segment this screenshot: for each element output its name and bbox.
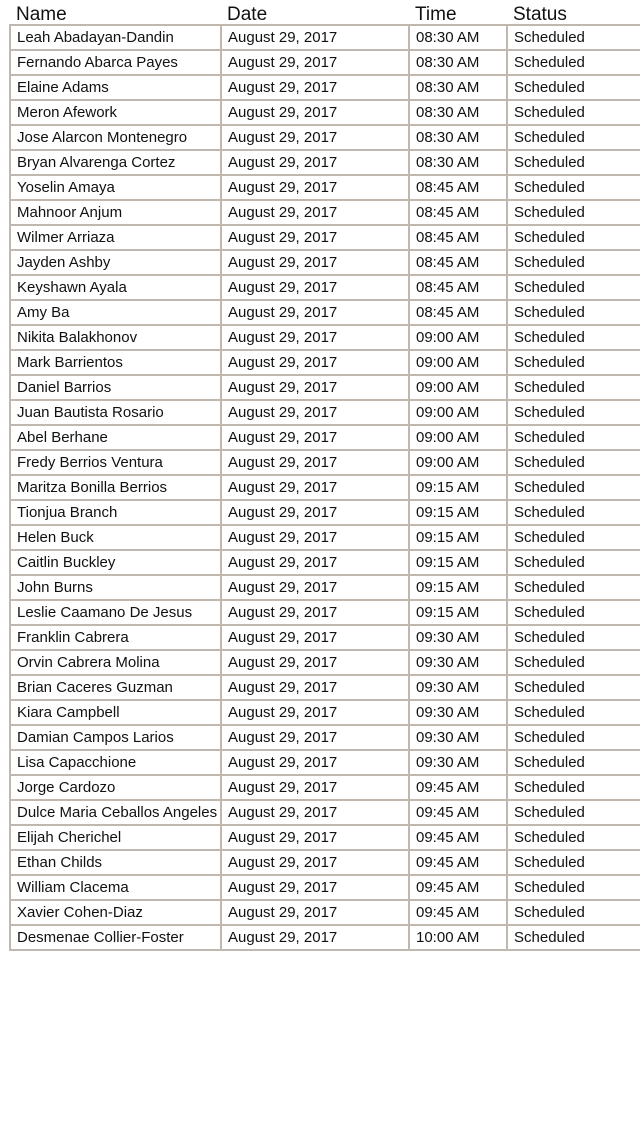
cell-status: Scheduled [507, 525, 640, 550]
cell-time: 08:30 AM [409, 150, 507, 175]
table-row[interactable] [10, 675, 640, 700]
cell-name: Bryan Alvarenga Cortez [10, 150, 221, 175]
cell-name: Daniel Barrios [10, 375, 221, 400]
cell-name: Orvin Cabrera Molina [10, 650, 221, 675]
cell-name: Dulce Maria Ceballos Angeles [10, 800, 221, 825]
cell-time: 09:15 AM [409, 525, 507, 550]
table-row[interactable] [10, 125, 640, 150]
cell-name: John Burns [10, 575, 221, 600]
table-row[interactable] [10, 875, 640, 900]
cell-time: 09:15 AM [409, 600, 507, 625]
cell-time: 08:45 AM [409, 250, 507, 275]
table-row[interactable] [10, 525, 640, 550]
cell-time: 08:45 AM [409, 175, 507, 200]
cell-date: August 29, 2017 [221, 250, 409, 275]
cell-status: Scheduled [507, 600, 640, 625]
cell-date: August 29, 2017 [221, 450, 409, 475]
cell-name: Kiara Campbell [10, 700, 221, 725]
cell-time: 09:45 AM [409, 800, 507, 825]
cell-name: Elijah Cherichel [10, 825, 221, 850]
cell-date: August 29, 2017 [221, 475, 409, 500]
table-row[interactable] [10, 225, 640, 250]
cell-time: 09:00 AM [409, 450, 507, 475]
cell-status: Scheduled [507, 575, 640, 600]
cell-time: 09:45 AM [409, 850, 507, 875]
cell-name: Leah Abadayan-Dandin [10, 25, 221, 50]
cell-status: Scheduled [507, 175, 640, 200]
cell-name: Leslie Caamano De Jesus [10, 600, 221, 625]
cell-status: Scheduled [507, 300, 640, 325]
column-header-time[interactable]: Time [415, 4, 457, 25]
cell-time: 09:00 AM [409, 425, 507, 450]
table-row[interactable] [10, 650, 640, 675]
cell-status: Scheduled [507, 475, 640, 500]
cell-name: Xavier Cohen-Diaz [10, 900, 221, 925]
cell-time: 09:15 AM [409, 575, 507, 600]
table-row[interactable] [10, 300, 640, 325]
cell-status: Scheduled [507, 275, 640, 300]
table-row[interactable] [10, 75, 640, 100]
schedule-sheet [9, 0, 640, 951]
cell-time: 08:45 AM [409, 300, 507, 325]
cell-time: 09:00 AM [409, 350, 507, 375]
cell-status: Scheduled [507, 400, 640, 425]
cell-time: 09:30 AM [409, 675, 507, 700]
table-row[interactable] [10, 850, 640, 875]
cell-date: August 29, 2017 [221, 125, 409, 150]
cell-name: Fredy Berrios Ventura [10, 450, 221, 475]
cell-date: August 29, 2017 [221, 325, 409, 350]
cell-name: Desmenae Collier-Foster [10, 925, 221, 950]
table-row[interactable] [10, 700, 640, 725]
cell-status: Scheduled [507, 200, 640, 225]
table-row[interactable] [10, 900, 640, 925]
cell-status: Scheduled [507, 100, 640, 125]
cell-status: Scheduled [507, 50, 640, 75]
cell-date: August 29, 2017 [221, 625, 409, 650]
cell-time: 08:30 AM [409, 100, 507, 125]
cell-time: 09:45 AM [409, 875, 507, 900]
cell-name: Mark Barrientos [10, 350, 221, 375]
cell-status: Scheduled [507, 500, 640, 525]
column-header-status[interactable]: Status [513, 4, 567, 25]
cell-time: 08:30 AM [409, 50, 507, 75]
cell-date: August 29, 2017 [221, 550, 409, 575]
cell-status: Scheduled [507, 800, 640, 825]
cell-name: Jose Alarcon Montenegro [10, 125, 221, 150]
table-row[interactable] [10, 350, 640, 375]
cell-date: August 29, 2017 [221, 75, 409, 100]
cell-name: Franklin Cabrera [10, 625, 221, 650]
cell-name: Helen Buck [10, 525, 221, 550]
table-body [10, 25, 640, 950]
cell-name: William Clacema [10, 875, 221, 900]
cell-status: Scheduled [507, 325, 640, 350]
table-row[interactable] [10, 625, 640, 650]
cell-time: 09:45 AM [409, 900, 507, 925]
cell-name: Fernando Abarca Payes [10, 50, 221, 75]
table-row[interactable] [10, 150, 640, 175]
table-row[interactable] [10, 775, 640, 800]
cell-status: Scheduled [507, 700, 640, 725]
table-row[interactable] [10, 425, 640, 450]
cell-date: August 29, 2017 [221, 275, 409, 300]
cell-name: Caitlin Buckley [10, 550, 221, 575]
cell-date: August 29, 2017 [221, 825, 409, 850]
schedule-table [9, 0, 640, 951]
cell-status: Scheduled [507, 650, 640, 675]
table-row[interactable] [10, 500, 640, 525]
cell-name: Lisa Capacchione [10, 750, 221, 775]
cell-date: August 29, 2017 [221, 350, 409, 375]
cell-name: Tionjua Branch [10, 500, 221, 525]
table-row[interactable] [10, 725, 640, 750]
cell-name: Brian Caceres Guzman [10, 675, 221, 700]
table-row[interactable] [10, 600, 640, 625]
cell-time: 09:15 AM [409, 500, 507, 525]
cell-status: Scheduled [507, 750, 640, 775]
cell-status: Scheduled [507, 550, 640, 575]
table-row[interactable] [10, 475, 640, 500]
cell-time: 09:00 AM [409, 375, 507, 400]
table-row[interactable] [10, 100, 640, 125]
cell-status: Scheduled [507, 225, 640, 250]
cell-time: 08:30 AM [409, 25, 507, 50]
cell-time: 08:45 AM [409, 225, 507, 250]
cell-status: Scheduled [507, 925, 640, 950]
cell-status: Scheduled [507, 775, 640, 800]
table-row[interactable] [10, 175, 640, 200]
cell-time: 08:45 AM [409, 200, 507, 225]
cell-status: Scheduled [507, 425, 640, 450]
cell-name: Nikita Balakhonov [10, 325, 221, 350]
column-header-name[interactable]: Name [16, 4, 67, 25]
cell-name: Elaine Adams [10, 75, 221, 100]
cell-date: August 29, 2017 [221, 925, 409, 950]
cell-time: 09:15 AM [409, 550, 507, 575]
header-row [10, 0, 640, 25]
table-row[interactable] [10, 375, 640, 400]
cell-status: Scheduled [507, 250, 640, 275]
cell-date: August 29, 2017 [221, 200, 409, 225]
cell-date: August 29, 2017 [221, 50, 409, 75]
cell-name: Meron Afework [10, 100, 221, 125]
cell-status: Scheduled [507, 450, 640, 475]
table-row[interactable] [10, 825, 640, 850]
cell-time: 08:45 AM [409, 275, 507, 300]
column-header-date[interactable]: Date [227, 4, 268, 25]
table-row[interactable] [10, 575, 640, 600]
cell-status: Scheduled [507, 150, 640, 175]
cell-name: Amy Ba [10, 300, 221, 325]
cell-date: August 29, 2017 [221, 175, 409, 200]
cell-name: Jorge Cardozo [10, 775, 221, 800]
cell-date: August 29, 2017 [221, 725, 409, 750]
cell-date: August 29, 2017 [221, 900, 409, 925]
cell-date: August 29, 2017 [221, 750, 409, 775]
cell-date: August 29, 2017 [221, 375, 409, 400]
cell-name: Wilmer Arriaza [10, 225, 221, 250]
cell-status: Scheduled [507, 725, 640, 750]
cell-time: 10:00 AM [409, 925, 507, 950]
cell-status: Scheduled [507, 675, 640, 700]
cell-status: Scheduled [507, 125, 640, 150]
cell-name: Ethan Childs [10, 850, 221, 875]
cell-time: 09:00 AM [409, 325, 507, 350]
cell-date: August 29, 2017 [221, 100, 409, 125]
cell-status: Scheduled [507, 825, 640, 850]
cell-name: Maritza Bonilla Berrios [10, 475, 221, 500]
table-row[interactable] [10, 400, 640, 425]
cell-time: 09:30 AM [409, 650, 507, 675]
cell-name: Yoselin Amaya [10, 175, 221, 200]
cell-name: Mahnoor Anjum [10, 200, 221, 225]
cell-name: Abel Berhane [10, 425, 221, 450]
cell-date: August 29, 2017 [221, 850, 409, 875]
cell-status: Scheduled [507, 625, 640, 650]
table-row[interactable] [10, 925, 640, 950]
table-row[interactable] [10, 325, 640, 350]
cell-time: 09:45 AM [409, 775, 507, 800]
cell-time: 09:15 AM [409, 475, 507, 500]
cell-time: 08:30 AM [409, 125, 507, 150]
table-row[interactable] [10, 750, 640, 775]
cell-name: Keyshawn Ayala [10, 275, 221, 300]
cell-date: August 29, 2017 [221, 400, 409, 425]
cell-date: August 29, 2017 [221, 675, 409, 700]
cell-date: August 29, 2017 [221, 800, 409, 825]
cell-date: August 29, 2017 [221, 875, 409, 900]
cell-name: Juan Bautista Rosario [10, 400, 221, 425]
cell-status: Scheduled [507, 350, 640, 375]
cell-date: August 29, 2017 [221, 525, 409, 550]
table-row[interactable] [10, 250, 640, 275]
table-row[interactable] [10, 200, 640, 225]
cell-date: August 29, 2017 [221, 150, 409, 175]
cell-name: Damian Campos Larios [10, 725, 221, 750]
cell-time: 09:30 AM [409, 725, 507, 750]
cell-status: Scheduled [507, 75, 640, 100]
cell-status: Scheduled [507, 375, 640, 400]
cell-time: 09:45 AM [409, 825, 507, 850]
cell-status: Scheduled [507, 900, 640, 925]
cell-date: August 29, 2017 [221, 575, 409, 600]
cell-time: 09:00 AM [409, 400, 507, 425]
cell-date: August 29, 2017 [221, 25, 409, 50]
cell-date: August 29, 2017 [221, 600, 409, 625]
cell-date: August 29, 2017 [221, 300, 409, 325]
cell-date: August 29, 2017 [221, 650, 409, 675]
cell-date: August 29, 2017 [221, 225, 409, 250]
table-row[interactable] [10, 800, 640, 825]
table-row[interactable] [10, 50, 640, 75]
cell-date: August 29, 2017 [221, 700, 409, 725]
cell-time: 09:30 AM [409, 700, 507, 725]
table-row[interactable] [10, 450, 640, 475]
cell-status: Scheduled [507, 850, 640, 875]
table-row[interactable] [10, 550, 640, 575]
cell-name: Jayden Ashby [10, 250, 221, 275]
cell-date: August 29, 2017 [221, 500, 409, 525]
cell-date: August 29, 2017 [221, 775, 409, 800]
cell-date: August 29, 2017 [221, 425, 409, 450]
cell-status: Scheduled [507, 875, 640, 900]
cell-status: Scheduled [507, 25, 640, 50]
table-row[interactable] [10, 275, 640, 300]
cell-time: 09:30 AM [409, 625, 507, 650]
cell-time: 08:30 AM [409, 75, 507, 100]
table-row[interactable] [10, 25, 640, 50]
cell-time: 09:30 AM [409, 750, 507, 775]
